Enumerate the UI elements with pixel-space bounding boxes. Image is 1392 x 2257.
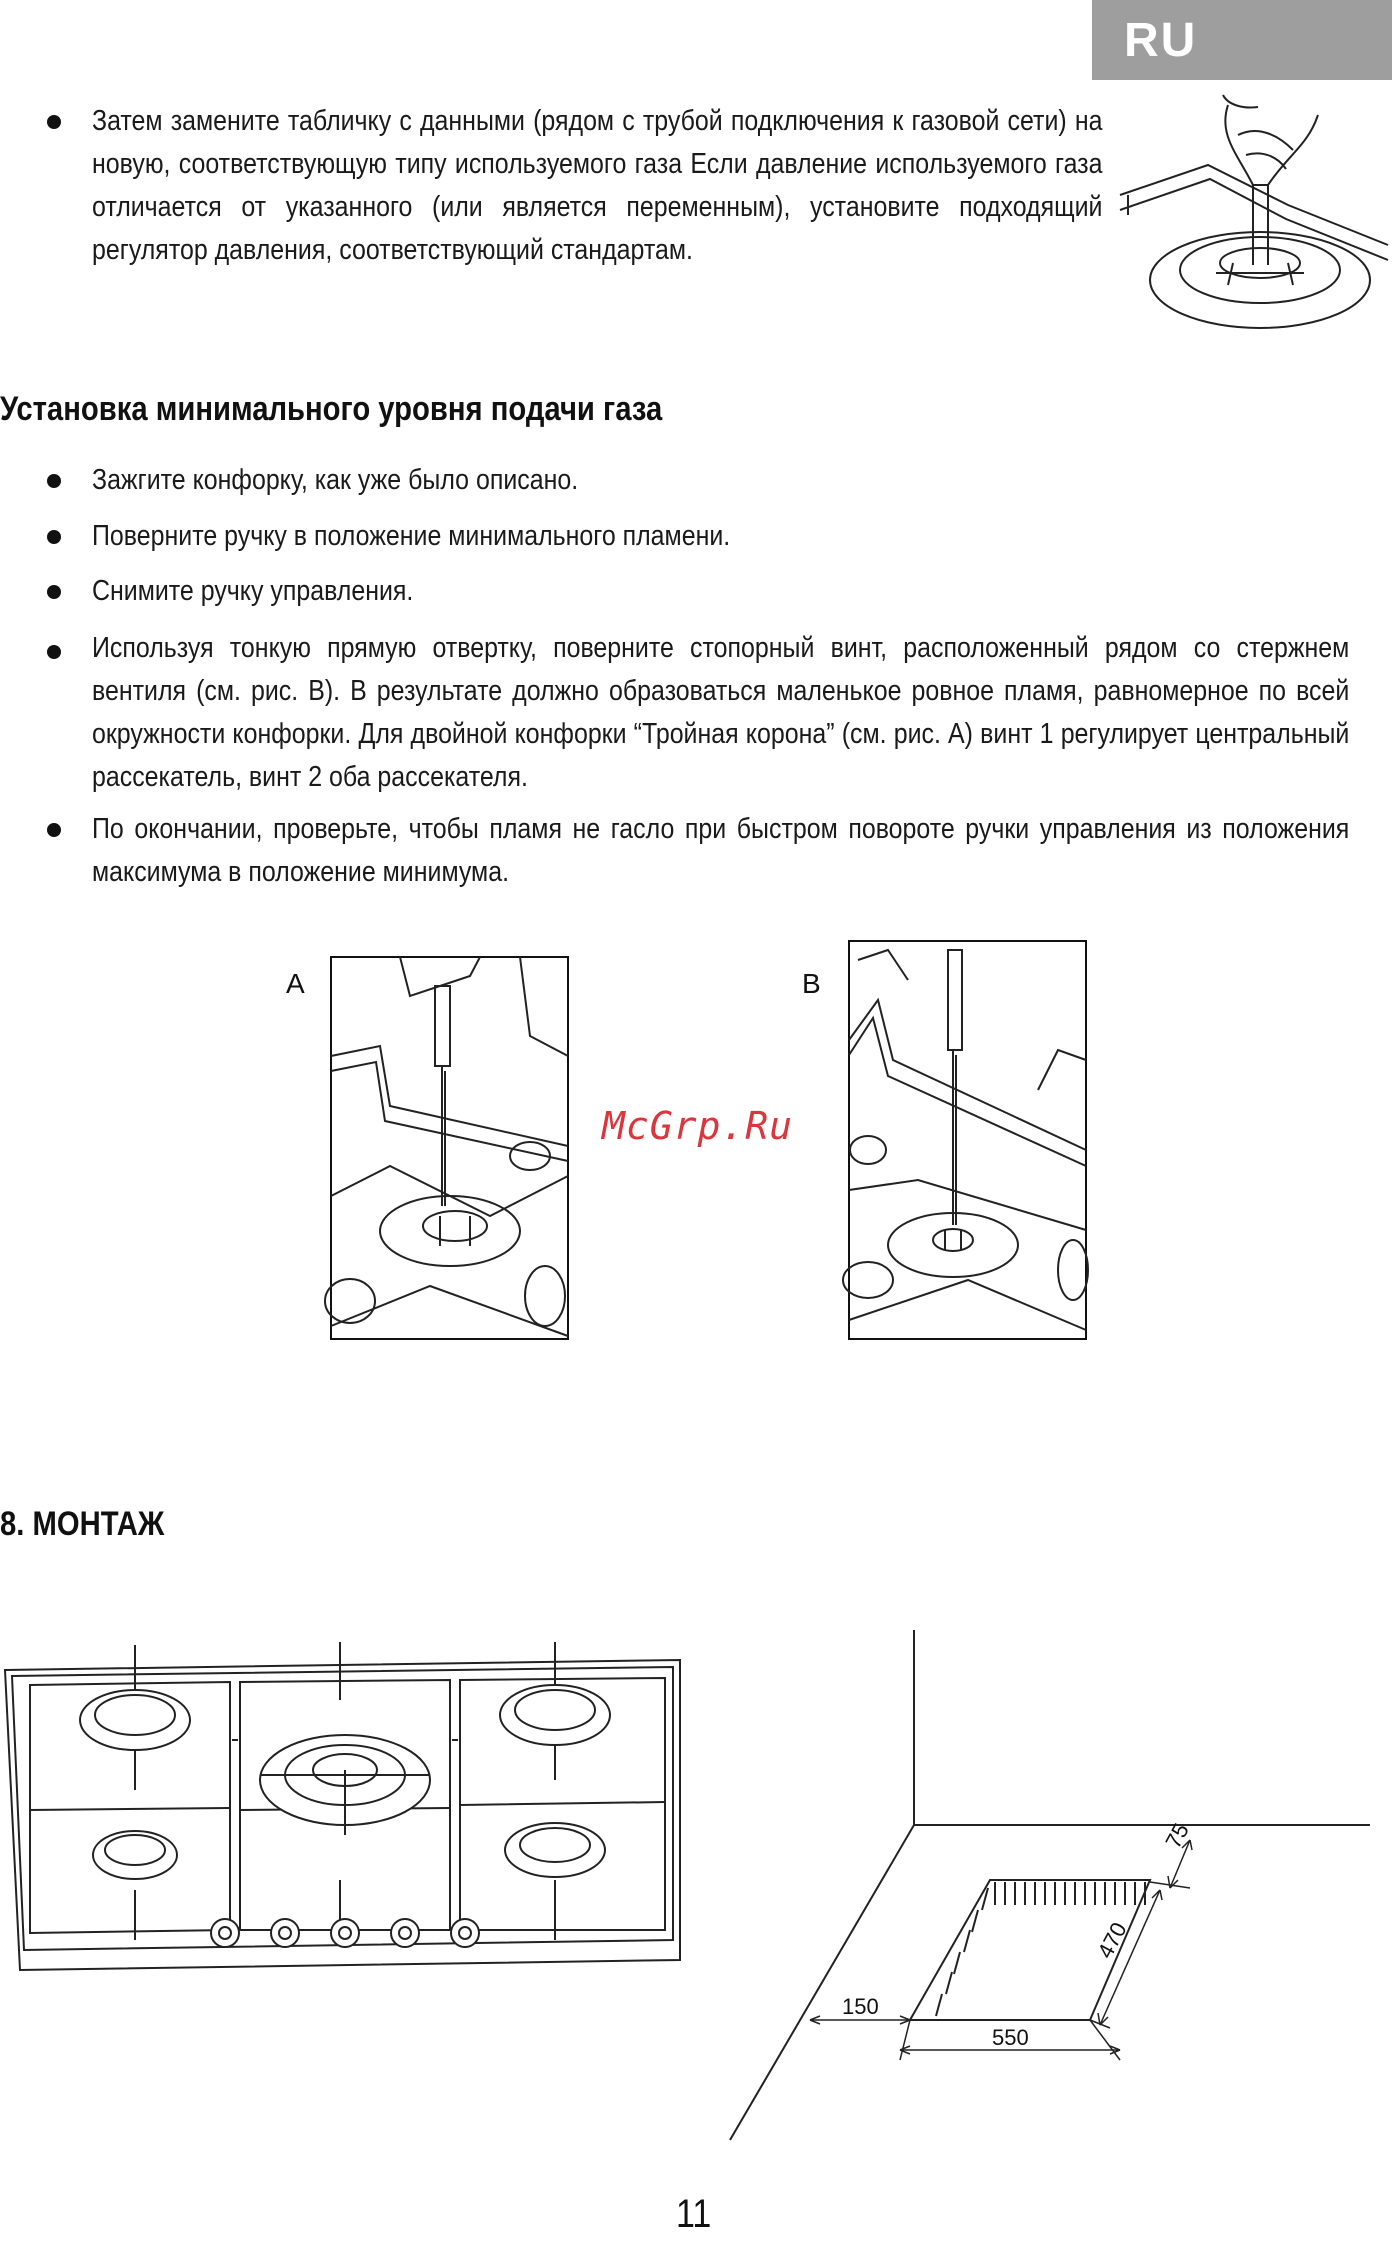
language-tab: RU — [1092, 0, 1392, 80]
bullet-icon — [47, 645, 61, 659]
hob-illustration — [0, 1640, 685, 1980]
bullet-icon — [47, 823, 61, 837]
bullet-icon — [47, 530, 61, 544]
dim-470: 470 — [1092, 1918, 1132, 1963]
watermark: McGrp.Ru — [602, 1104, 794, 1148]
list-item: Поверните ручку в положение минимального пламени. — [92, 520, 731, 552]
cutout-diagram — [720, 1620, 1392, 2150]
list-item: Используя тонкую прямую отвертку, поверните стопорный винт, расположенный рядом со стержнем вентиля (см. рис. B). В результате должно образоваться маленькое ровное пламя, равномерное по всей окружности конфорки. Для двойной конфорки “Тройная корона” (см. рис. A) винт 1 регулирует центральный рассекатель, винт 2 оба рассекателя. — [92, 632, 1350, 793]
figure-b-illustration — [848, 940, 1088, 1341]
section-title-mount: 8. МОНТАЖ — [0, 1505, 165, 1543]
figure-a-illustration — [330, 956, 570, 1341]
bullet-icon — [47, 474, 61, 488]
page-number: 11 — [676, 2192, 712, 2236]
dim-150: 150 — [842, 1994, 879, 2019]
bullet-icon — [47, 585, 61, 599]
list-item: Зажгите конфорку, как уже было описано. — [92, 464, 579, 496]
dim-75: 75 — [1160, 1818, 1194, 1853]
figure-b-label: B — [802, 968, 821, 999]
figure-a-label: A — [286, 968, 305, 999]
intro-paragraph: Затем замените табличку с данными (рядом с трубой подключения к газовой сети) на новую, соответствующую типу используемого газа Если давление используемого газа отличается от указанного (или является переменным), установите подходящий регулятор давления, соответствующий стандартам. — [92, 105, 1103, 266]
bullet-icon — [47, 115, 61, 129]
list-item: Снимите ручку управления. — [92, 575, 414, 607]
section-title-min-gas: Установка минимального уровня подачи газа — [0, 390, 663, 428]
list-item: По окончании, проверьте, чтобы пламя не гасло при быстром повороте ручки управления из положения максимума в положение минимума. — [92, 813, 1350, 888]
burner-adjust-illustration — [1118, 95, 1390, 335]
dim-550: 550 — [992, 2025, 1029, 2050]
